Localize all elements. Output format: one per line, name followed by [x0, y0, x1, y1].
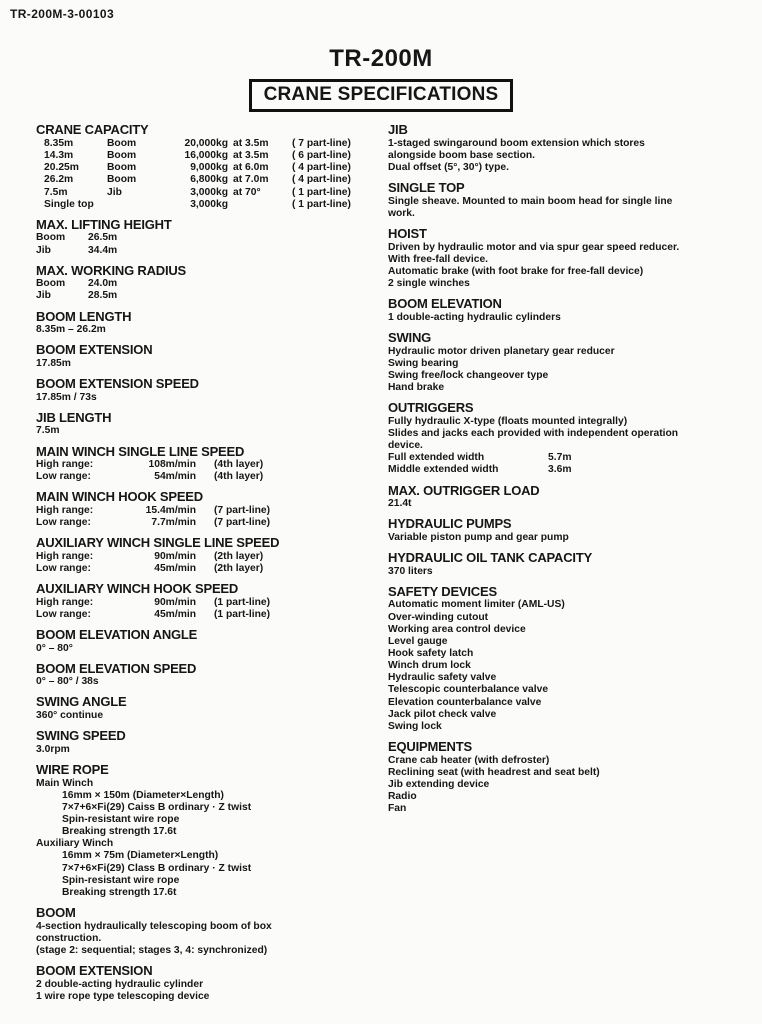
- section-max-outrigger-load: [388, 483, 748, 511]
- spec-line: Hydraulic safety valve: [388, 672, 497, 684]
- capacity-cell: 7.5m: [44, 186, 68, 198]
- capacity-cell: 3,000kg: [190, 198, 228, 210]
- capacity-cell: 14.3m: [44, 150, 74, 162]
- section-heading: SWING: [388, 330, 432, 346]
- row-value: 5.7m: [548, 452, 572, 464]
- section-heading: HYDRAULIC OIL TANK CAPACITY: [388, 550, 593, 566]
- section-max-lifting-height: [36, 217, 388, 257]
- capacity-cell: 26.2m: [44, 174, 74, 186]
- capacity-cell: ( 1 part-line): [292, 198, 351, 210]
- row-value: 26.5m: [88, 232, 118, 244]
- capacity-cell: at 6.0m: [233, 162, 269, 174]
- spec-line: work.: [388, 208, 415, 220]
- range-label: High range:: [36, 550, 94, 562]
- spec-line: Over-winding cutout: [388, 611, 489, 623]
- section-swing-angle: [36, 694, 388, 722]
- spec-line: 2 single winches: [388, 278, 470, 290]
- capacity-cell: at 70°: [233, 186, 261, 198]
- section-heading: HOIST: [388, 226, 427, 242]
- range-row: [36, 459, 388, 471]
- section-equipments: [388, 739, 748, 815]
- section-heading: BOOM EXTENSION: [36, 342, 153, 358]
- range-value: 108m/min: [148, 459, 196, 471]
- capacity-cell: Boom: [107, 137, 137, 149]
- range-row: [36, 471, 388, 483]
- capacity-row: [36, 174, 388, 186]
- section-safety-devices: [388, 584, 748, 733]
- capacity-cell: [233, 199, 287, 211]
- detail-line: Breaking strength 17.6t: [62, 826, 177, 838]
- range-row: [36, 609, 388, 621]
- capacity-row: [36, 162, 388, 174]
- section-heading: BOOM ELEVATION ANGLE: [36, 627, 198, 643]
- range-note: (4th layer): [214, 459, 264, 471]
- range-value: 45m/min: [154, 563, 196, 574]
- section-heading: MAX. OUTRIGGER LOAD: [388, 482, 540, 498]
- range-value: 15.4m/min: [145, 504, 196, 516]
- spec-line: 4-section hydraulically telescoping boom of box: [36, 920, 272, 932]
- range-label: High range:: [36, 596, 94, 608]
- detail-line: 7×7+6×Fi(29) Caiss B ordinary · Z twist: [62, 801, 252, 813]
- section-heading: JIB: [388, 122, 408, 138]
- range-label: High range:: [36, 504, 94, 516]
- row-label: Jib: [36, 290, 51, 302]
- key-value-row: [36, 278, 388, 290]
- spec-line: Jack pilot check valve: [388, 708, 497, 720]
- section-heading: OUTRIGGERS: [388, 400, 474, 416]
- range-note: (1 part-line): [214, 596, 271, 608]
- section-heading: BOOM ELEVATION: [388, 296, 502, 312]
- spec-line: 3.0rpm: [36, 743, 70, 755]
- range-label: Low range:: [36, 471, 91, 483]
- range-value: 7.7m/min: [151, 517, 196, 529]
- spec-line: Hydraulic motor driven planetary gear reducer: [388, 345, 615, 357]
- section-heading: EQUIPMENTS: [388, 738, 472, 754]
- spec-line: Swing lock: [388, 720, 442, 732]
- section-boom-extension-speed: [36, 376, 388, 404]
- capacity-cell: 8.35m: [44, 137, 74, 149]
- capacity-cell: ( 1 part-line): [292, 186, 351, 198]
- spec-line: Dual offset (5°, 30°) type.: [388, 162, 509, 174]
- section-main-winch-single-line-speed: [36, 444, 388, 484]
- spec-line: 1 wire rope type telescoping device: [36, 990, 210, 1002]
- section-heading: MAX. LIFTING HEIGHT: [36, 216, 172, 232]
- section-heading: BOOM ELEVATION SPEED: [36, 660, 197, 676]
- detail-line: 16mm × 75m (Diameter×Length): [62, 850, 219, 862]
- capacity-row: [36, 187, 388, 199]
- spec-line: Variable piston pump and gear pump: [388, 531, 569, 543]
- detail-line: Breaking strength 17.6t: [62, 886, 177, 898]
- page-header: [0, 0, 762, 112]
- section-heading: MAIN WINCH HOOK SPEED: [36, 489, 203, 505]
- spec-line: 21.4t: [388, 498, 412, 510]
- content-columns: [0, 112, 762, 1002]
- page-title: TR-200M: [329, 45, 433, 72]
- section-main-winch-hook-speed: [36, 489, 388, 529]
- section-boom-elevation-angle: [36, 627, 388, 655]
- spec-line: Winch drum lock: [388, 660, 471, 672]
- row-label: Middle extended width: [388, 464, 499, 476]
- spec-line: 0° – 80°: [36, 642, 73, 654]
- spec-line: Auxiliary Winch: [36, 838, 114, 850]
- spec-line: 2 double-acting hydraulic cylinder: [36, 978, 204, 990]
- spec-line: alongside boom base section.: [388, 150, 536, 162]
- spec-line: 360° continue: [36, 710, 104, 722]
- spec-line: 17.85m: [36, 357, 71, 369]
- section-auxiliary-winch-hook-speed: [36, 581, 388, 621]
- capacity-cell: ( 6 part-line): [292, 150, 351, 162]
- detail-line: Spin-resistant wire rope: [62, 874, 180, 886]
- row-value: 3.6m: [548, 464, 572, 476]
- spec-line: 370 liters: [388, 565, 433, 577]
- section-heading: BOOM EXTENSION: [36, 962, 153, 978]
- row-label: Boom: [36, 278, 66, 290]
- spec-line: With free-fall device.: [388, 254, 489, 266]
- spec-line: Hook safety latch: [388, 647, 474, 659]
- capacity-cell: 20.25m: [44, 162, 79, 174]
- range-note: (7 part-line): [214, 504, 271, 516]
- section-heading: SAFETY DEVICES: [388, 583, 497, 599]
- spec-line: Single sheave. Mounted to main boom head for single line: [388, 196, 673, 207]
- key-value-row: [36, 245, 388, 257]
- capacity-cell: 16,000kg: [184, 150, 228, 162]
- spec-line: Automatic brake (with foot brake for free-fall device): [388, 266, 644, 278]
- key-value-row: [36, 290, 388, 302]
- section-wire-rope: [36, 762, 388, 899]
- range-value: 54m/min: [154, 471, 196, 483]
- detail-line: 16mm × 150m (Diameter×Length): [62, 789, 224, 801]
- row-label: Jib: [36, 244, 51, 256]
- left-column: [36, 122, 388, 1002]
- spec-line: 7.5m: [36, 425, 60, 437]
- capacity-cell: ( 4 part-line): [292, 174, 351, 186]
- spec-title-box: CRANE SPECIFICATIONS: [249, 79, 514, 112]
- section-heading: SWING SPEED: [36, 728, 126, 744]
- spec-line: 0° – 80° / 38s: [36, 676, 99, 688]
- spec-line: Hand brake: [388, 382, 445, 394]
- row-label: Boom: [36, 232, 66, 244]
- detail-line: Spin-resistant wire rope: [62, 813, 180, 825]
- capacity-cell: ( 7 part-line): [292, 137, 351, 149]
- section-max-working-radius: [36, 263, 388, 303]
- section-heading: WIRE ROPE: [36, 761, 109, 777]
- spec-line: construction.: [36, 932, 102, 944]
- capacity-cell: at 3.5m: [233, 150, 269, 162]
- section-heading: BOOM: [36, 904, 76, 920]
- section-boom-elevation: [388, 296, 748, 324]
- section-heading: SWING ANGLE: [36, 694, 127, 710]
- range-label: High range:: [36, 459, 94, 471]
- range-note: (1 part-line): [214, 608, 271, 620]
- spec-line: 1-staged swingaround boom extension which stores: [388, 137, 645, 149]
- capacity-cell: Boom: [107, 150, 137, 162]
- range-row: [36, 551, 388, 563]
- spec-line: Jib extending device: [388, 778, 490, 790]
- section-heading: HYDRAULIC PUMPS: [388, 516, 512, 532]
- section-hydraulic-oil-tank-capacity: [388, 550, 748, 578]
- spec-line: Level gauge: [388, 635, 448, 647]
- range-value: 90m/min: [154, 550, 196, 562]
- section-heading: SINGLE TOP: [388, 180, 465, 196]
- section-swing-speed: [36, 728, 388, 756]
- spec-line: Fan: [388, 803, 407, 815]
- capacity-cell: 20,000kg: [184, 137, 228, 149]
- range-note: (7 part-line): [214, 517, 271, 529]
- range-row: [36, 563, 388, 575]
- row-value: 24.0m: [88, 278, 118, 290]
- right-column: [388, 122, 748, 1002]
- capacity-cell: Boom: [107, 162, 137, 174]
- range-note: (2th layer): [214, 563, 264, 574]
- key-value-row: [36, 232, 388, 244]
- section-heading: MAX. WORKING RADIUS: [36, 262, 187, 278]
- spec-line: Automatic moment limiter (AML-US): [388, 599, 565, 611]
- range-label: Low range:: [36, 608, 91, 620]
- capacity-row: [36, 150, 388, 162]
- spec-line: Working area control device: [388, 623, 526, 635]
- key-value-row: [388, 452, 748, 464]
- range-row: [36, 597, 388, 609]
- range-row: [36, 505, 388, 517]
- spec-line: Driven by hydraulic motor and via spur gear speed reducer.: [388, 241, 680, 253]
- capacity-cell: Single top: [44, 198, 94, 210]
- spec-line: Radio: [388, 790, 417, 802]
- section-heading: MAIN WINCH SINGLE LINE SPEED: [36, 443, 245, 459]
- section-jib-length: [36, 410, 388, 438]
- row-label: Full extended width: [388, 452, 485, 464]
- capacity-cell: at 3.5m: [233, 137, 269, 149]
- spec-line: Elevation counterbalance valve: [388, 696, 542, 708]
- capacity-cell: 3,000kg: [190, 186, 228, 198]
- range-note: (4th layer): [214, 471, 264, 483]
- capacity-row: [36, 199, 388, 211]
- range-label: Low range:: [36, 563, 91, 574]
- capacity-cell: Jib: [107, 186, 122, 198]
- range-value: 90m/min: [154, 596, 196, 608]
- spec-line: Reclining seat (with headrest and seat belt): [388, 766, 600, 778]
- capacity-row: [36, 138, 388, 150]
- section-crane-capacity: [36, 122, 388, 210]
- range-row: [36, 517, 388, 529]
- spec-line: Fully hydraulic X-type (floats mounted integrally): [388, 415, 628, 427]
- capacity-cell: ( 4 part-line): [292, 162, 351, 174]
- spec-line: Main Winch: [36, 777, 94, 789]
- section-boom-extension: [36, 342, 388, 370]
- row-value: 34.4m: [88, 244, 118, 256]
- capacity-cell: 9,000kg: [190, 162, 228, 174]
- capacity-cell: Boom: [107, 174, 137, 186]
- section-hydraulic-pumps: [388, 516, 748, 544]
- section-heading: AUXILIARY WINCH HOOK SPEED: [36, 581, 239, 597]
- range-value: 45m/min: [154, 608, 196, 620]
- spec-line: Swing bearing: [388, 357, 459, 369]
- range-label: Low range:: [36, 517, 91, 529]
- section-auxiliary-winch-single-line-speed: [36, 535, 388, 575]
- capacity-cell: 6,800kg: [190, 174, 228, 186]
- section-outriggers: [388, 400, 748, 476]
- section-boom: [36, 905, 388, 957]
- section-boom-extension: [36, 963, 388, 1003]
- section-swing: [388, 330, 748, 394]
- section-hoist: [388, 226, 748, 290]
- spec-line: Telescopic counterbalance valve: [388, 684, 549, 696]
- spec-line: device.: [388, 440, 423, 452]
- key-value-row: [388, 464, 748, 476]
- section-boom-length: [36, 309, 388, 337]
- section-single-top: [388, 180, 748, 220]
- section-heading: CRANE CAPACITY: [36, 122, 149, 138]
- spec-line: 8.35m – 26.2m: [36, 324, 106, 336]
- spec-line: Swing free/lock changeover type: [388, 370, 549, 382]
- row-value: 28.5m: [88, 290, 118, 302]
- spec-line: Crane cab heater (with defroster): [388, 754, 550, 766]
- section-heading: JIB LENGTH: [36, 409, 112, 425]
- spec-line: (stage 2: sequential; stages 3, 4: synchronized): [36, 944, 268, 956]
- detail-line: 7×7+6×Fi(29) Class B ordinary · Z twist: [62, 862, 252, 874]
- section-heading: BOOM EXTENSION SPEED: [36, 376, 199, 392]
- section-heading: BOOM LENGTH: [36, 308, 132, 324]
- section-jib: [388, 122, 748, 174]
- spec-line: Slides and jacks each provided with independent operation: [388, 428, 679, 440]
- document-number: TR-200M-3-00103: [10, 7, 115, 21]
- section-heading: AUXILIARY WINCH SINGLE LINE SPEED: [36, 535, 280, 551]
- spec-line: 1 double-acting hydraulic cylinders: [388, 312, 561, 324]
- spec-line: 17.85m / 73s: [36, 391, 97, 403]
- section-boom-elevation-speed: [36, 661, 388, 689]
- capacity-cell: at 7.0m: [233, 174, 269, 186]
- range-note: (2th layer): [214, 550, 264, 562]
- capacity-cell: [107, 199, 153, 211]
